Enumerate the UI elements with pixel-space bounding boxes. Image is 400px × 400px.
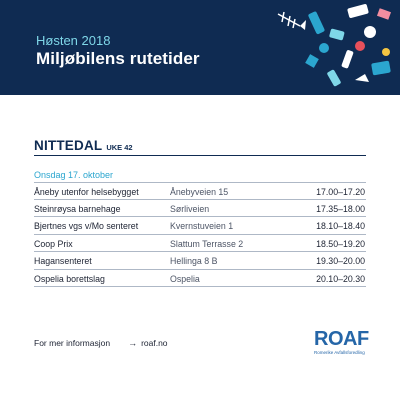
stop-location: Hagansenteret bbox=[34, 256, 92, 266]
stop-location: Bjertnes vgs v/Mo senteret bbox=[34, 221, 139, 231]
table-row bbox=[34, 217, 366, 235]
logo-subtitle: Romerike Avfallsforedling bbox=[314, 350, 365, 355]
table-row bbox=[34, 182, 366, 200]
waste-illustration-icon bbox=[260, 0, 400, 95]
website-link[interactable]: roaf.no bbox=[141, 338, 168, 348]
info-label: For mer informasjon bbox=[34, 338, 111, 348]
stop-time: 20.10–20.30 bbox=[316, 273, 365, 284]
page-title: Miljøbilens rutetider bbox=[36, 49, 200, 68]
roaf-logo bbox=[314, 330, 369, 355]
place-name: NITTEDAL bbox=[34, 138, 103, 153]
location-heading bbox=[34, 138, 133, 153]
season-label: Høsten 2018 bbox=[36, 33, 111, 48]
heading-divider bbox=[34, 155, 366, 156]
table-row bbox=[34, 252, 366, 270]
stop-address: Slattum Terrasse 2 bbox=[170, 238, 244, 249]
stop-location: Coop Prix bbox=[34, 238, 73, 249]
stop-address: Kvernstuveien 1 bbox=[170, 221, 234, 231]
table-row bbox=[34, 270, 366, 288]
stop-address: Ospelia bbox=[170, 273, 200, 284]
week-label: UKE 42 bbox=[106, 143, 133, 152]
stop-location: Åneby utenfor helsebygget bbox=[34, 187, 139, 197]
stop-time: 18.50–19.20 bbox=[316, 238, 365, 249]
arrow-right-icon: → bbox=[128, 338, 138, 348]
header-banner bbox=[0, 0, 400, 95]
stop-time: 19.30–20.00 bbox=[316, 256, 365, 266]
table-row bbox=[34, 200, 366, 218]
logo-text: ROAF bbox=[314, 328, 369, 350]
schedule-table bbox=[34, 182, 366, 287]
stop-location: Steinrøysa barnehage bbox=[34, 203, 121, 214]
stop-time: 17.35–18.00 bbox=[316, 203, 365, 214]
stop-location: Ospelia borettslag bbox=[34, 273, 105, 284]
stop-time: 17.00–17.20 bbox=[316, 187, 365, 197]
stop-address: Ånebyveien 15 bbox=[170, 187, 229, 197]
footer bbox=[34, 338, 168, 348]
stop-address: Hellinga 8 B bbox=[170, 256, 218, 266]
stop-address: Sørliveien bbox=[170, 203, 210, 214]
schedule-date: Onsdag 17. oktober bbox=[34, 170, 114, 180]
stop-time: 18.10–18.40 bbox=[316, 221, 365, 231]
table-row bbox=[34, 235, 366, 253]
